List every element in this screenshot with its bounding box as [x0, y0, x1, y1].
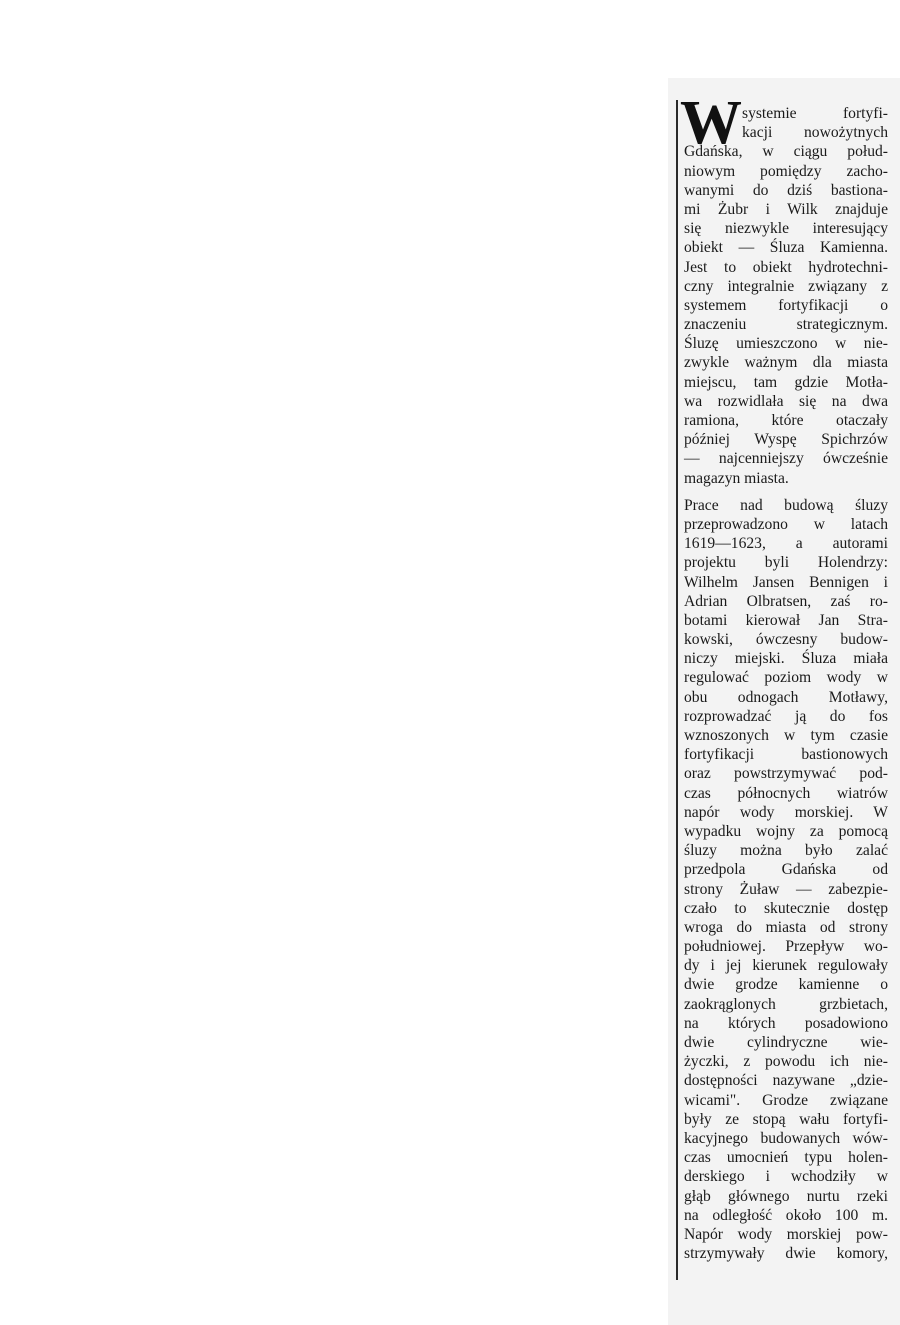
text-line: dwie cylindryczne wie-: [684, 1034, 888, 1051]
text-line: wroga do miasta od strony: [684, 918, 888, 936]
text-line: napór wody morskiej. W: [684, 803, 888, 821]
text-line: kacyjnego budowanych wów-: [684, 1129, 888, 1147]
text-line: miejscu, tam gdzie Motła-: [684, 373, 888, 391]
text-line: przedpola Gdańska od: [684, 861, 888, 879]
text-line: niczy miejski. Śluza miała: [684, 650, 888, 668]
paragraph-gap: [684, 488, 888, 496]
text-line: rozprowadzać ją do fos: [684, 707, 888, 725]
text-line: kowski, ówczesny budow-: [684, 631, 888, 649]
paragraph-1: [684, 104, 888, 488]
text-line: projektu byli Holendrzy:: [684, 554, 888, 572]
text-line: głąb głównego nurtu rzeki: [684, 1187, 888, 1205]
text-line: systemie fortyfi-: [742, 105, 888, 122]
text-line: Napór wody morskiej pow-: [684, 1225, 888, 1243]
text-line: zaokrąglonych grzbietach,: [684, 995, 888, 1013]
text-line: czas umocnień typu holen-: [684, 1149, 888, 1167]
text-line: systemem fortyfikacji o: [684, 296, 888, 314]
text-line: strony Żuław — zabezpie-: [684, 880, 888, 898]
text-line: oraz powstrzymywać pod-: [684, 765, 888, 783]
text-line: czało to skutecznie dostęp: [684, 899, 888, 917]
text-line: czas północnych wiatrów: [684, 784, 888, 802]
text-line: strzymywały dwie komory,: [684, 1245, 888, 1263]
text-line: na których posadowiono: [684, 1014, 888, 1032]
text-line: Prace nad budową śluzy: [684, 496, 888, 514]
text-line: magazyn miasta.: [684, 469, 789, 487]
column-rule: [676, 100, 678, 1280]
text-line: kacji nowożytnych: [742, 124, 888, 142]
text-line: wa rozwidlała się na dwa: [684, 392, 888, 410]
text-line: południowej. Przepływ wo-: [684, 938, 888, 956]
text-line: dy i jej kierunek regulowały: [684, 957, 888, 975]
text-line: wznoszonych w tym czasie: [684, 727, 888, 744]
text-line: wanymi do dziś bastiona-: [684, 181, 888, 199]
text-line: dwie grodze kamienne o: [684, 976, 888, 994]
text-line: obiekt — Śluza Kamienna.: [684, 239, 888, 257]
text-line: przeprowadzono w latach: [684, 515, 888, 533]
text-line: później Wyspę Spichrzów: [684, 431, 888, 449]
drop-cap: W: [680, 89, 742, 157]
text-line: były ze stopą wału fortyfi-: [684, 1110, 888, 1128]
text-line: botami kierował Jan Stra-: [684, 611, 888, 629]
text-line: na odległość około 100 m.: [684, 1206, 888, 1224]
text-line: Gdańska, w ciągu połud-: [684, 143, 888, 161]
text-line: niowym pomiędzy zacho-: [684, 162, 888, 180]
text-line: zwykle ważnym dla miasta: [684, 354, 888, 372]
text-line: życzki, z powodu ich nie-: [684, 1053, 888, 1071]
text-line: Wilhelm Jansen Bennigen i: [684, 573, 888, 591]
text-line: się niezwykle interesujący: [684, 220, 888, 238]
text-line: wypadku wojny za pomocą: [684, 822, 888, 840]
text-line: dostępności nazywane „dzie-: [684, 1072, 888, 1090]
text-line: znaczeniu strategicznym.: [684, 316, 888, 334]
text-line: Śluzę umieszczono w nie-: [684, 335, 888, 353]
article-text-column: [684, 104, 888, 1263]
text-line: wicami". Grodze związane: [684, 1091, 888, 1109]
text-line: — najcenniejszy ówcześnie: [684, 450, 888, 468]
paragraph-2: [684, 496, 888, 1264]
text-line: czny integralnie związany z: [684, 277, 888, 295]
text-line: obu odnogach Motławy,: [684, 688, 888, 706]
text-line: 1619—1623, a autorami: [684, 535, 888, 553]
text-line: regulować poziom wody w: [684, 669, 888, 687]
text-line: fortyfikacji bastionowych: [684, 746, 888, 764]
text-line: mi Żubr i Wilk znajduje: [684, 200, 888, 218]
text-line: derskiego i wchodziły w: [684, 1168, 888, 1186]
text-line: Jest to obiekt hydrotechni-: [684, 258, 888, 276]
text-line: Adrian Olbratsen, zaś ro-: [684, 592, 888, 610]
text-line: ramiona, które otaczały: [684, 412, 888, 429]
text-line: śluzy można było zalać: [684, 842, 888, 860]
